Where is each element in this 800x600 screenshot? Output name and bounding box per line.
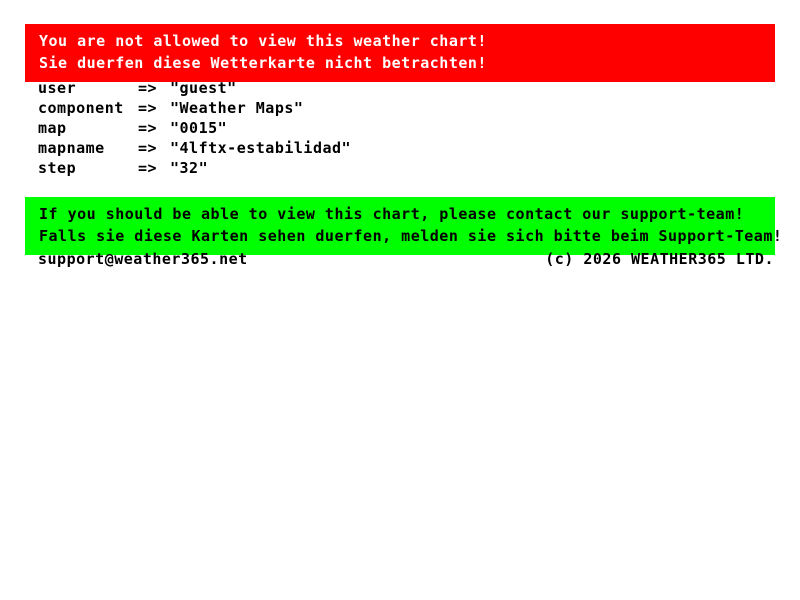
detail-row-map: [38, 118, 351, 138]
detail-arrow-map: =>: [138, 119, 158, 137]
detail-key-step: step: [38, 159, 77, 177]
access-denied-message-en: You are not allowed to view this weather chart!: [39, 32, 487, 50]
detail-value-mapname: "4lftx-estabilidad": [170, 139, 352, 157]
detail-arrow-user: =>: [138, 79, 158, 97]
detail-key-user: user: [38, 79, 77, 97]
page-footer: [38, 249, 774, 269]
support-info-message-en: If you should be able to view this chart, please contact our support-team!: [39, 205, 745, 223]
detail-row-step: [38, 158, 351, 178]
detail-value-step: "32": [170, 159, 209, 177]
access-denied-message-de: Sie duerfen diese Wetterkarte nicht betrachten!: [39, 54, 487, 72]
detail-key-component: component: [38, 99, 124, 117]
support-info-banner: [25, 197, 783, 255]
detail-row-mapname: [38, 138, 351, 158]
detail-arrow-step: =>: [138, 159, 158, 177]
detail-value-component: "Weather Maps": [170, 99, 304, 117]
support-email-link[interactable]: support@weather365.net: [38, 250, 248, 268]
copyright-notice: (c) 2026 WEATHER365 LTD.: [545, 250, 774, 268]
detail-row-component: [38, 98, 351, 118]
request-details-list: [38, 78, 351, 178]
access-denied-banner: [25, 24, 775, 82]
detail-arrow-component: =>: [138, 99, 158, 117]
detail-key-map: map: [38, 119, 67, 137]
detail-arrow-mapname: =>: [138, 139, 158, 157]
detail-value-user: "guest": [170, 79, 237, 97]
detail-key-mapname: mapname: [38, 139, 105, 157]
detail-value-map: "0015": [170, 119, 228, 137]
detail-row-user: [38, 78, 351, 98]
support-info-message-de: Falls sie diese Karten sehen duerfen, melden sie sich bitte beim Support-Team!: [39, 227, 783, 245]
